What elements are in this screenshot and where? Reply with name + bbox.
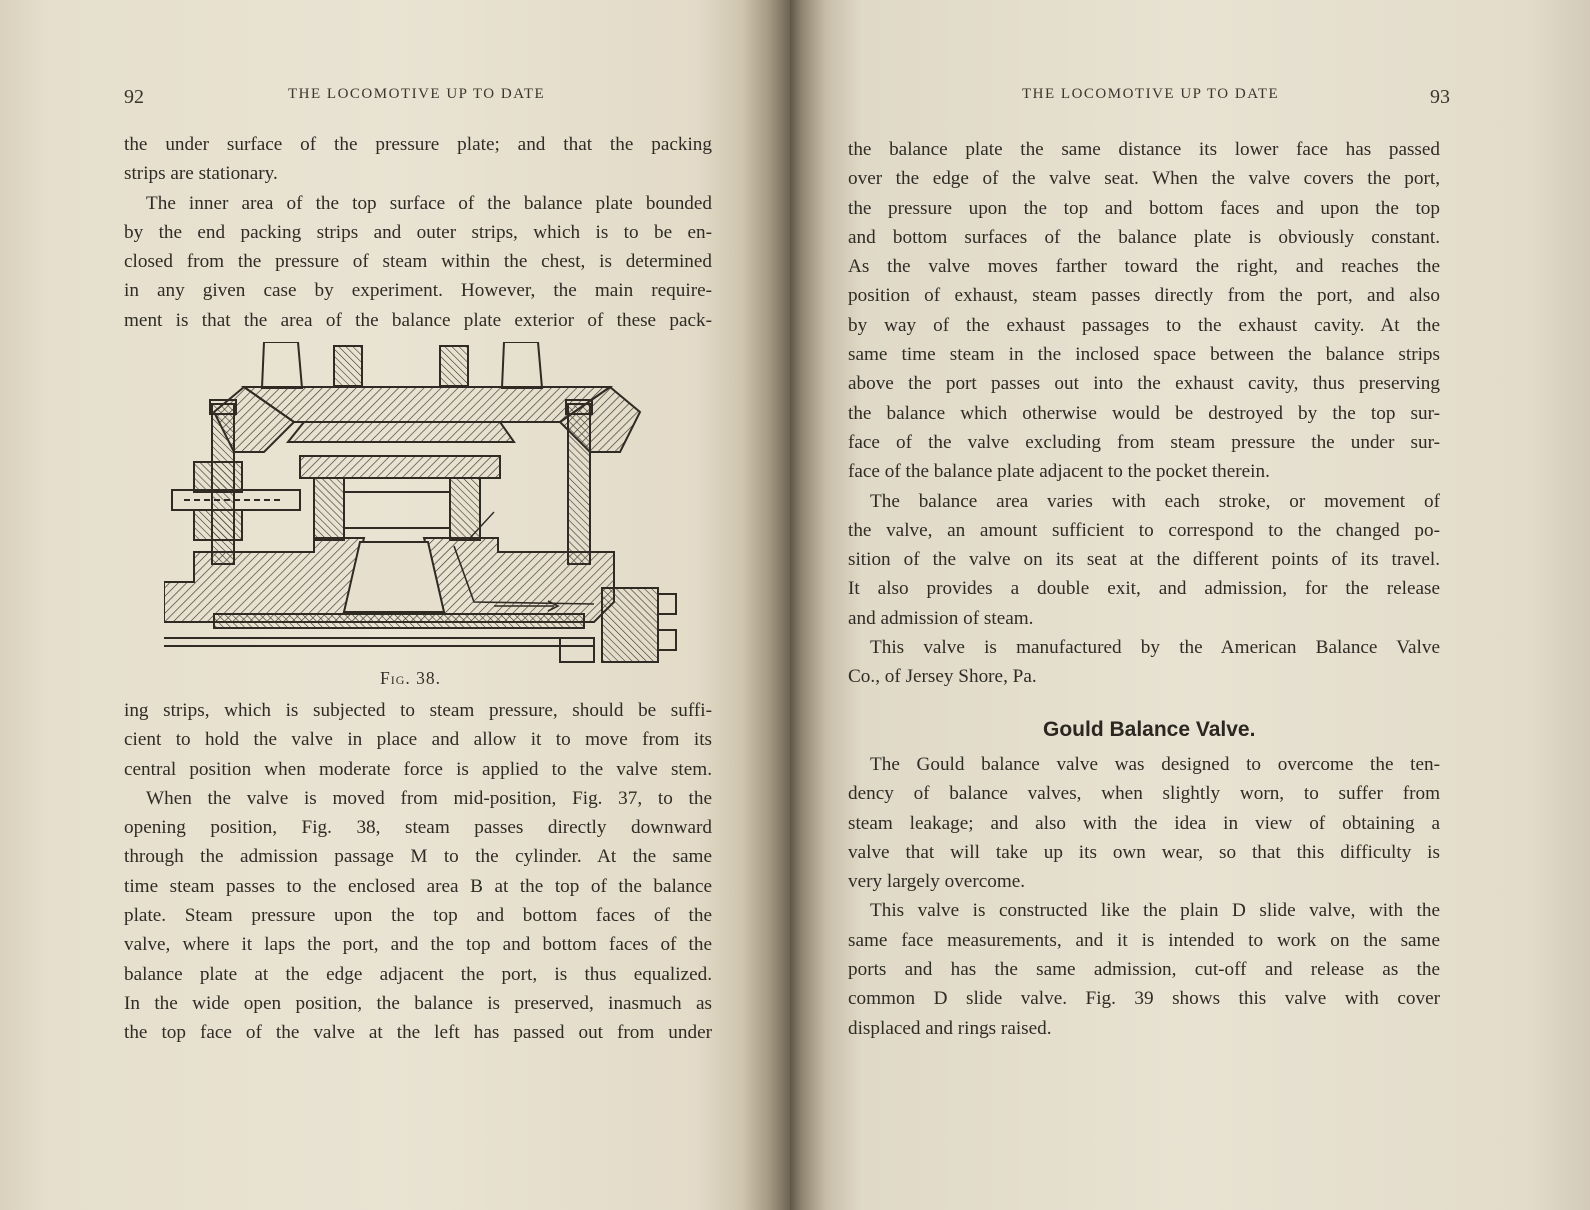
running-head: THE LOCOMOTIVE UP TO DATE: [1022, 86, 1280, 102]
text-line: the top face of the valve at the left has passed out from under: [124, 1022, 712, 1044]
text-line: over the edge of the valve seat. When the valve covers the port,: [848, 168, 1440, 190]
valve-cross-section-figure: [164, 342, 690, 670]
text-line: the valve, an amount sufficient to correspond to the changed po-: [848, 519, 1440, 541]
text-line: displaced and rings raised.: [848, 1017, 1052, 1039]
text-line: In the wide open position, the balance is preserved, inasmuch as: [124, 992, 712, 1014]
body-text-top: [124, 130, 712, 335]
text-line: very largely overcome.: [848, 871, 1026, 893]
text-line: by way of the exhaust passages to the exhaust cavity. At the: [848, 314, 1440, 336]
text-line: ports and has the same admission, cut-off and release as the: [848, 959, 1440, 981]
text-line: and bottom surfaces of the balance plate is obviously constant.: [848, 226, 1440, 248]
body-text-top: [848, 135, 1440, 692]
text-line: central position when moderate force is applied to the valve stem.: [124, 758, 712, 780]
page-number: 93: [1430, 86, 1450, 108]
text-line: above the port passes out into the exhaust cavity, thus preserving: [848, 373, 1440, 395]
text-line: This valve is constructed like the plain D slide valve, with the: [870, 900, 1440, 922]
running-head: THE LOCOMOTIVE UP TO DATE: [288, 86, 546, 102]
section-heading: Gould Balance Valve.: [1043, 718, 1256, 741]
figure-caption: Fig. 38.: [380, 668, 442, 688]
text-line: cient to hold the valve in place and allow it to move from its: [124, 729, 712, 751]
text-line: the under surface of the pressure plate; and that the packing: [124, 134, 712, 155]
body-text-bottom: [848, 750, 1440, 1043]
text-line: the balance which otherwise would be destroyed by the top sur-: [848, 402, 1440, 424]
text-line: ment is that the area of the balance plate exterior of these pack-: [124, 309, 712, 331]
text-line: valve that will take up its own wear, so that this difficulty is: [848, 841, 1440, 863]
text-line: by the end packing strips and outer strips, which is to be en-: [124, 221, 712, 243]
body-text-bottom: [124, 696, 712, 1048]
text-line: same time steam in the inclosed space between the balance strips: [848, 344, 1440, 366]
text-line: common D slide valve. Fig. 39 shows this valve with cover: [848, 988, 1440, 1010]
text-line: sition of the valve on its seat at the different points of its travel.: [848, 549, 1440, 571]
text-line: As the valve moves farther toward the right, and reaches the: [848, 256, 1440, 278]
text-line: same face measurements, and it is intended to work on the same: [848, 929, 1440, 951]
text-line: The Gould balance valve was designed to overcome the ten-: [870, 754, 1440, 775]
text-line: face of the valve excluding from steam pressure the under sur-: [848, 431, 1440, 453]
text-line: closed from the pressure of steam within the chest, is determined: [124, 251, 712, 273]
text-line: Co., of Jersey Shore, Pa.: [848, 666, 1037, 688]
text-line: opening position, Fig. 38, steam passes directly downward: [124, 817, 712, 839]
text-line: strips are stationary.: [124, 163, 278, 185]
text-line: time steam passes to the enclosed area B at the top of the balance: [124, 875, 712, 897]
page-number: 92: [124, 86, 144, 108]
text-line: The balance area varies with each stroke, or movement of: [870, 490, 1440, 512]
text-line: When the valve is moved from mid-position, Fig. 37, to the: [146, 787, 712, 809]
text-line: This valve is manufactured by the American Balance Valve: [870, 637, 1440, 659]
text-line: It also provides a double exit, and admission, for the release: [848, 578, 1440, 600]
text-line: face of the balance plate adjacent to the pocket therein.: [848, 461, 1270, 483]
text-line: position of exhaust, steam passes directly from the port, and also: [848, 285, 1440, 307]
left-page: [0, 0, 790, 1210]
text-line: steam leakage; and also with the idea in view of obtaining a: [848, 812, 1440, 834]
text-line: the balance plate the same distance its lower face has passed: [848, 139, 1440, 160]
text-line: in any given case by experiment. However, the main require-: [124, 280, 712, 302]
text-line: valve, where it laps the port, and the top and bottom faces of the: [124, 934, 712, 956]
text-line: balance plate at the edge adjacent the port, is thus equalized.: [124, 963, 712, 985]
right-page: [790, 0, 1590, 1210]
text-line: plate. Steam pressure upon the top and bottom faces of the: [124, 905, 712, 927]
text-line: and admission of steam.: [848, 607, 1034, 629]
text-line: through the admission passage M to the cylinder. At the same: [124, 846, 712, 868]
text-line: the pressure upon the top and bottom faces and upon the top: [848, 197, 1440, 219]
text-line: The inner area of the top surface of the balance plate bounded: [146, 192, 712, 214]
text-line: dency of balance valves, when slightly worn, to suffer from: [848, 783, 1440, 805]
text-line: ing strips, which is subjected to steam pressure, should be suffi-: [124, 700, 712, 721]
